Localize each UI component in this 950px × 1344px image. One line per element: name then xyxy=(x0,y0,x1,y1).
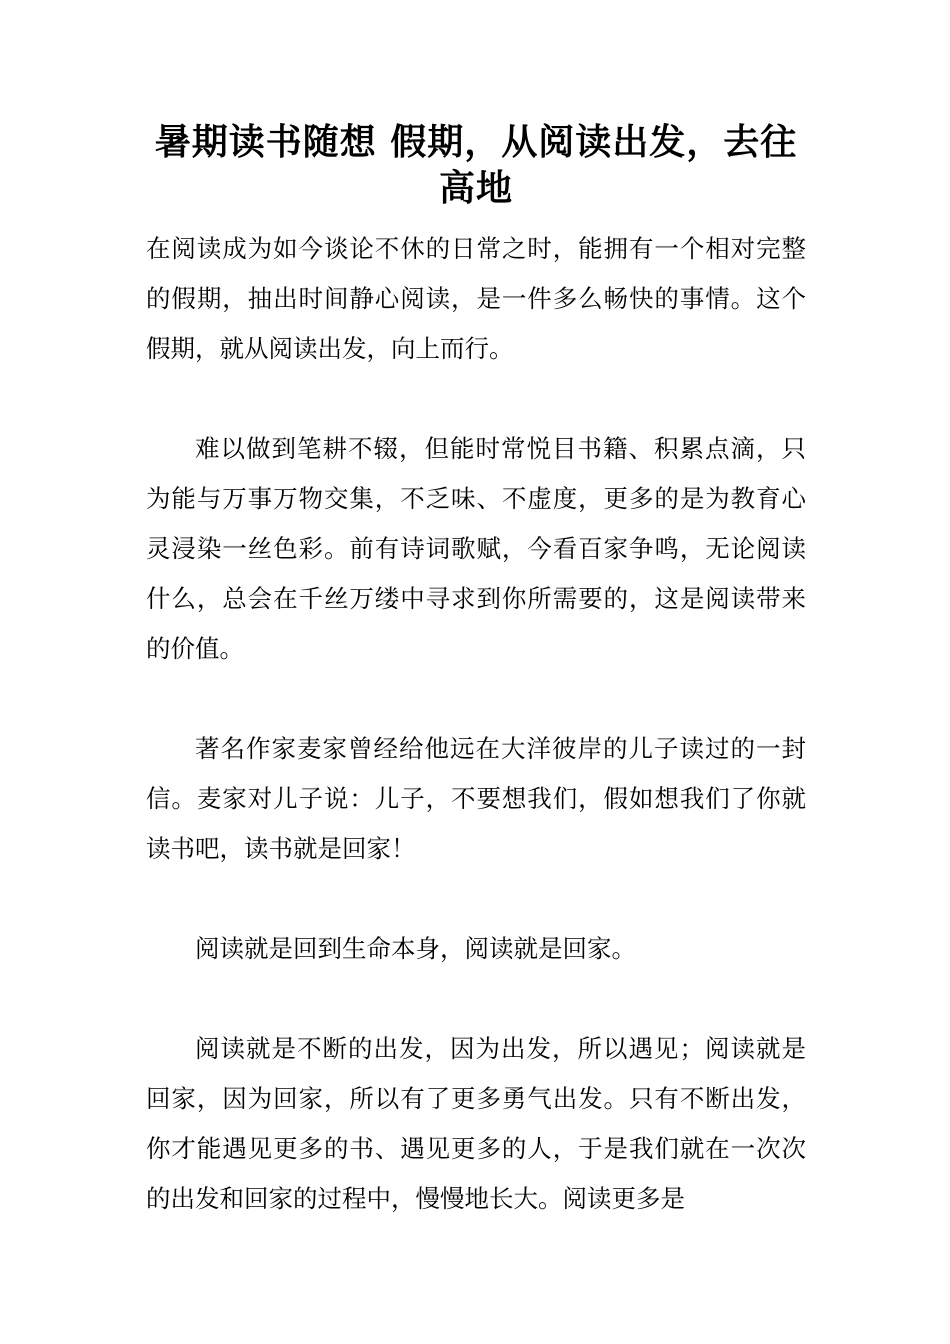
document-body xyxy=(146,224,806,1224)
paragraph-maijia-letter: 著名作家麦家曾经给他远在大洋彼岸的儿子读过的一封信。麦家对儿子说：儿子，不要想我们，假如想我们了你就读书吧，读书就是回家！ xyxy=(146,734,806,863)
document-page xyxy=(146,120,806,1224)
paragraph-departure: 阅读就是不断的出发，因为出发，所以遇见；阅读就是回家，因为回家，所以有了更多勇气出发。只有不断出发，你才能遇见更多的书、遇见更多的人，于是我们就在一次次的出发和回家的过程中，慢慢地长大。阅读更多是 xyxy=(146,1034,806,1213)
paragraph-intro: 在阅读成为如今谈论不休的日常之时，能拥有一个相对完整的假期，抽出时间静心阅读，是一件多么畅快的事情。这个假期，就从阅读出发，向上而行。 xyxy=(146,234,806,363)
document-title: 暑期读书随想 假期，从阅读出发，去往高地 xyxy=(154,122,798,209)
paragraph-reading-home: 阅读就是回到生命本身，阅读就是回家。 xyxy=(195,934,636,963)
paragraph-reading-value: 难以做到笔耕不辍，但能时常悦目书籍、积累点滴，只为能与万事万物交集，不乏味、不虚度，更多的是为教育心灵浸染一丝色彩。前有诗词歌赋，今看百家争鸣，无论阅读什么，总会在千丝万缕中寻求到你所需要的，这是阅读带来的价值。 xyxy=(146,434,806,663)
